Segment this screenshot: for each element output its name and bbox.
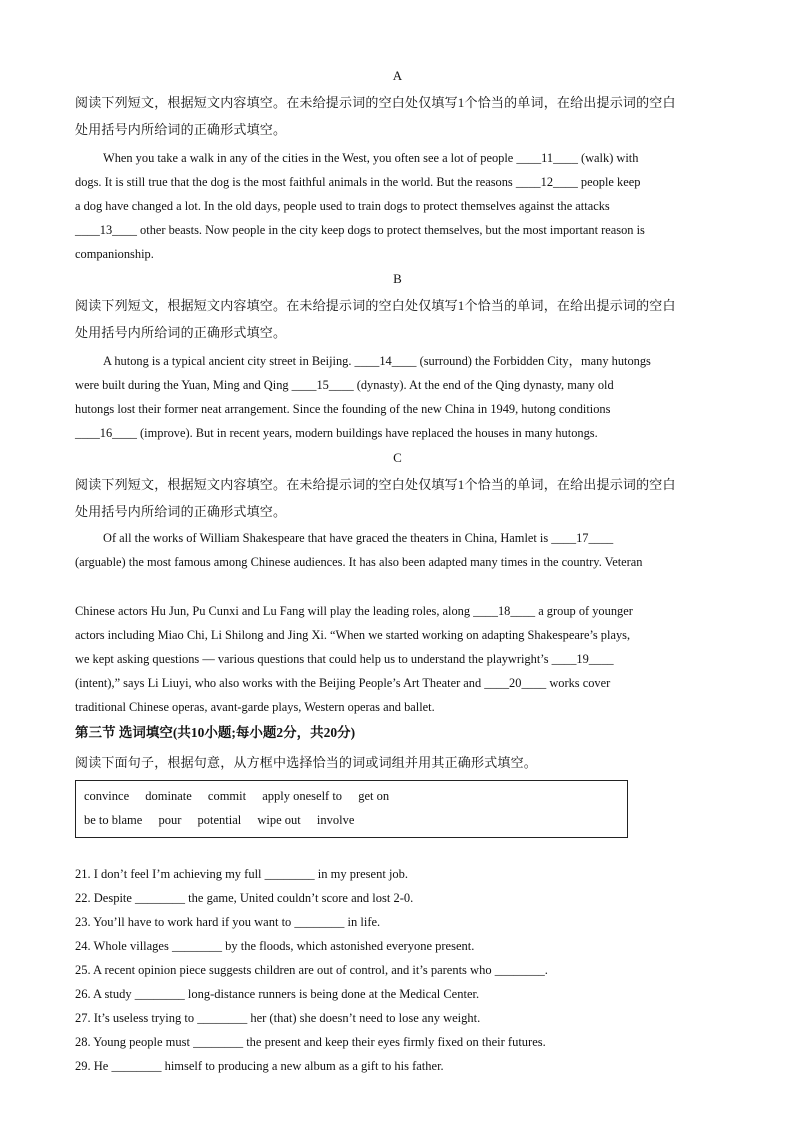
question-27: 27. It’s useless trying to ________ her (that) she doesn’t need to lose any weight.	[75, 1011, 481, 1025]
question-24: 24. Whole villages ________ by the floods, which astonished everyone present.	[75, 939, 475, 953]
question-28: 28. Young people must ________ the present and keep their eyes firmly fixed on their futures.	[75, 1035, 546, 1049]
question-25: 25. A recent opinion piece suggests children are out of control, and it’s parents who ________.	[75, 963, 548, 977]
passage-b-heading: B	[393, 271, 402, 286]
word-bank-item: wipe out	[257, 813, 301, 827]
passage-c-line-5: we kept asking questions — various questions that could help us to understand the playwright’s ____19____	[75, 652, 614, 666]
passage-c-line-4: actors including Miao Chi, Li Shilong and Jing Xi. “When we started working on adapting Shakespeare’s plays,	[75, 628, 631, 642]
passage-a-instruction-2: 处用括号内所给词的正确形式填空。	[75, 122, 287, 137]
passage-a-instruction-1: 阅读下列短文，根据短文内容填空。在未给提示词的空白处仅填写1个恰当的单词，在给出提示词的空白	[75, 95, 676, 110]
word-bank-item: pour	[158, 813, 182, 827]
passage-c-heading: C	[393, 450, 402, 465]
word-bank-item: potential	[197, 813, 242, 827]
passage-b-line-2: were built during the Yuan, Ming and Qing ____15____ (dynasty). At the end of the Qing dynasty, many old	[75, 378, 614, 392]
word-bank-row-1	[84, 789, 402, 804]
passage-a-line-1: When you take a walk in any of the cities in the West, you often see a lot of people ____11____ (walk) with	[103, 151, 639, 165]
passage-c-line-2: (arguable) the most famous among Chinese audiences. It has also been adapted many times in the country. Veteran	[75, 555, 643, 569]
passage-a-line-3: a dog have changed a lot. In the old days, people used to train dogs to protect themselves against the attacks	[75, 199, 610, 213]
section3-instruction: 阅读下面句子，根据句意，从方框中选择恰当的词或词组并用其正确形式填空。	[75, 755, 538, 770]
passage-b-line-1: A hutong is a typical ancient city street in Beijing. ____14____ (surround) the Forbidden City，many hutongs	[103, 354, 651, 368]
passage-c-line-6: (intent),” says Li Liuyi, who also works with the Beijing People’s Art Theater and ____20____ works cover	[75, 676, 611, 690]
passage-b-line-4: ____16____ (improve). But in recent years, modern buildings have replaced the houses in many hutongs.	[75, 426, 598, 440]
word-bank-item: convince	[84, 789, 130, 803]
passage-a-line-4: ____13____ other beasts. Now people in the city keep dogs to protect themselves, but the most important reason is	[75, 223, 645, 237]
passage-c-instruction-2: 处用括号内所给词的正确形式填空。	[75, 504, 287, 519]
question-23: 23. You’ll have to work hard if you want to ________ in life.	[75, 915, 381, 929]
word-bank-box	[75, 780, 628, 838]
question-21: 21. I don’t feel I’m achieving my full ________ in my present job.	[75, 867, 409, 881]
word-bank-item: get on	[358, 789, 390, 803]
passage-b-instruction-1: 阅读下列短文，根据短文内容填空。在未给提示词的空白处仅填写1个恰当的单词，在给出提示词的空白	[75, 298, 676, 313]
passage-b-line-3: hutongs lost their former neat arrangement. Since the founding of the new China in 1949, hutong conditions	[75, 402, 611, 416]
question-26: 26. A study ________ long-distance runners is being done at the Medical Center.	[75, 987, 480, 1001]
question-22: 22. Despite ________ the game, United couldn’t score and lost 2-0.	[75, 891, 414, 905]
word-bank-item: commit	[207, 789, 247, 803]
passage-a-line-5: companionship.	[75, 247, 154, 261]
word-bank-item: dominate	[145, 789, 192, 803]
passage-a-heading: A	[392, 68, 403, 83]
word-bank-item: be to blame	[84, 813, 143, 827]
passage-b-instruction-2: 处用括号内所给词的正确形式填空。	[75, 325, 287, 340]
passage-c-line-1: Of all the works of William Shakespeare that have graced the theaters in China, Hamlet is ____17____	[103, 531, 614, 545]
section3-heading: 第三节 选词填空(共10小题;每小题2分，共20分)	[75, 725, 356, 740]
word-bank-item: apply oneself to	[262, 789, 343, 803]
passage-c-line-7: traditional Chinese operas, avant-garde plays, Western operas and ballet.	[75, 700, 435, 714]
question-29: 29. He ________ himself to producing a new album as a gift to his father.	[75, 1059, 444, 1073]
passage-c-instruction-1: 阅读下列短文，根据短文内容填空。在未给提示词的空白处仅填写1个恰当的单词，在给出提示词的空白	[75, 477, 676, 492]
passage-c-line-3: Chinese actors Hu Jun, Pu Cunxi and Lu Fang will play the leading roles, along ____18____ a group of younger	[75, 604, 633, 618]
word-bank-row-2	[84, 813, 367, 828]
passage-a-line-2: dogs. It is still true that the dog is the most faithful animals in the world. But the reasons ____12____ people keep	[75, 175, 641, 189]
word-bank-item: involve	[316, 813, 355, 827]
